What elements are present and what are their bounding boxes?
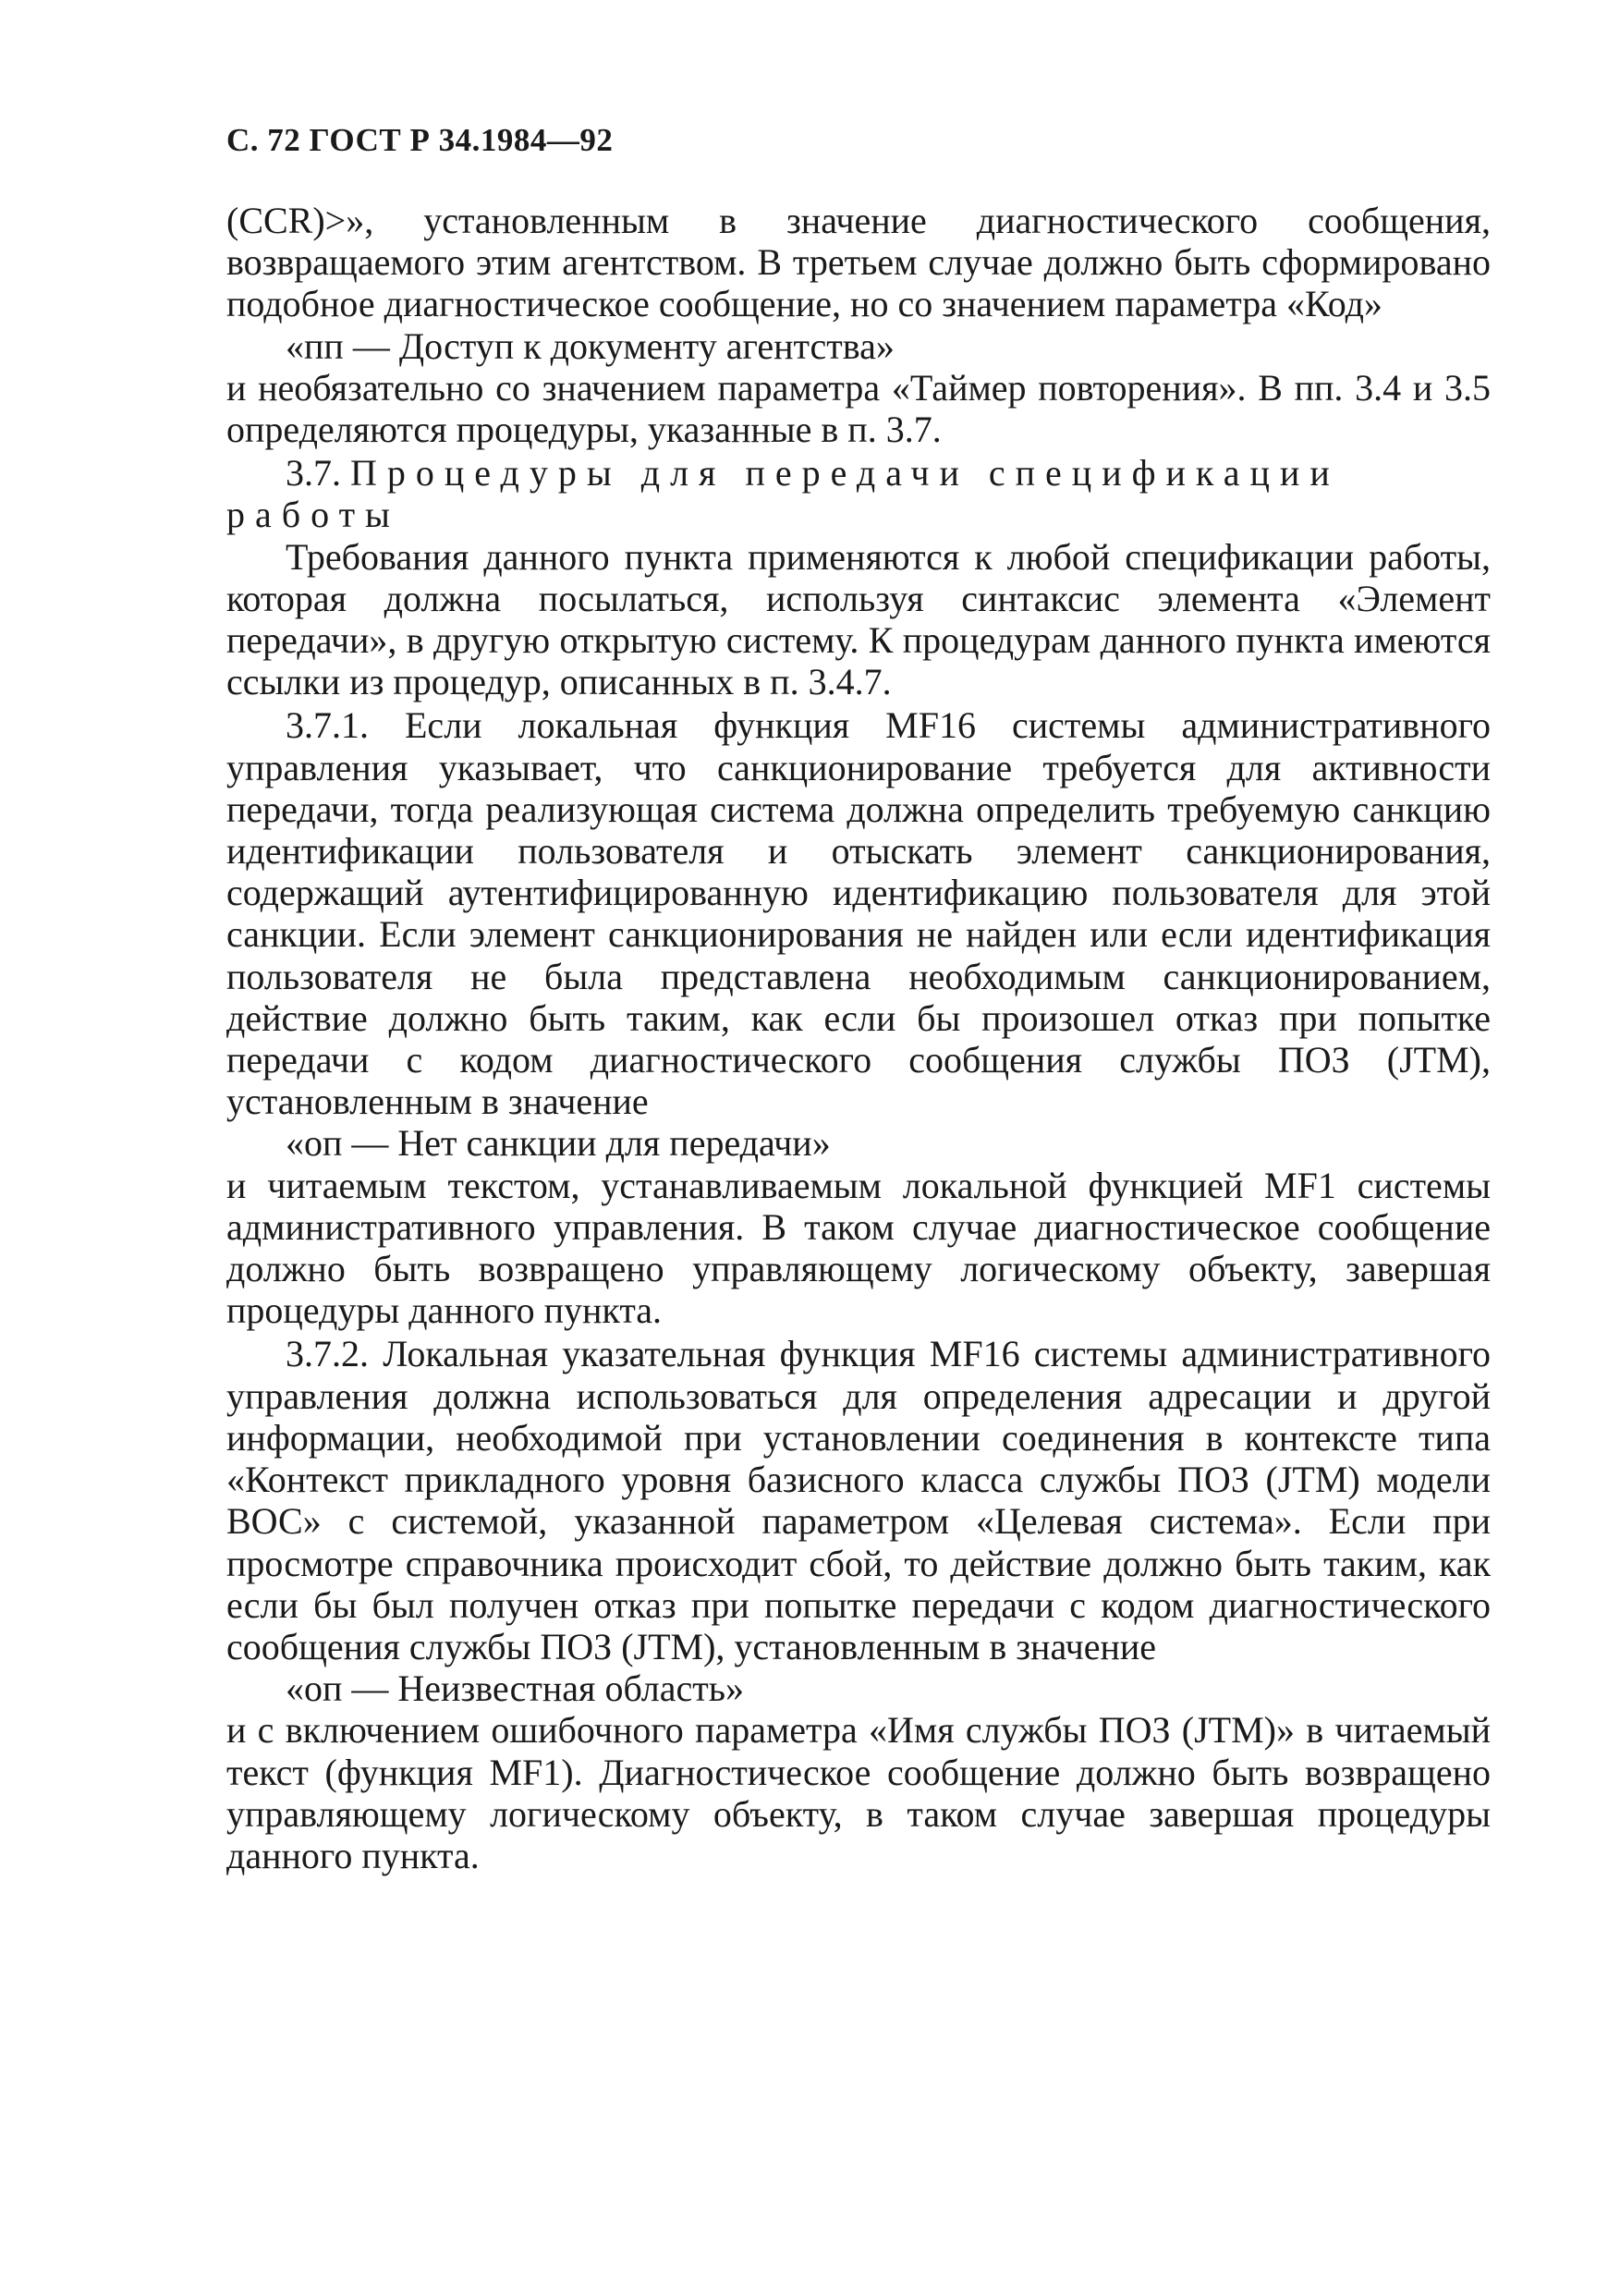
quoted-code-op-unknown-area: «оп — Неизвестная область» [286,1667,744,1710]
quoted-code-op-no-sanction: «оп — Нет санкции для передачи» [286,1122,831,1165]
quoted-code-pp: «пп — Доступ к документу агентства» [286,324,895,367]
section-title: Процедуры для передачи спецификации работы [226,452,1340,536]
paragraph-3-7-2: 3.7.2. Локальная указательная функция MF16 системы административного управления должна использоваться для определения адресации и другой информации, необходимой при установлении соединения в контексте типа «Контекст прикладного уровня базисного класса службы ПОЗ (JTM) модели ВОС» с системой, указанной параметром «Целевая система». Если при просмотре справочника происходит сбой, то действие должно быть таким, как если бы был получен отказ при попытке передачи с кодом диагностического сообщения службы ПОЗ (JTM), установленным в значение [226,1333,1491,1667]
paragraph-requirements: Требования данного пункта применяются к любой спецификации работы, которая должна посылаться, используя синтаксис элемента «Элемент передачи», в другую открытую систему. К процедурам данного пункта имеются ссылки из процедур, описанных в п. 3.4.7. [226,535,1491,703]
paragraph-error-parameter: и с включением ошибочного параметра «Имя службы ПОЗ (JTM)» в читаемый текст (функция MF1). Диагностическое сообщение должно быть возвращено управляющему логическому объекту, в таком случае завершая процедуры данного пункта. [226,1709,1491,1876]
document-page [226,122,1491,1876]
paragraph-retry-timer: и необязательно со значением параметра «Таймер повторения». В пп. 3.4 и 3.5 определяются процедуры, указанные в п. 3.7. [226,366,1491,451]
paragraph-ccr-continuation: (CCR)>», установленным в значение диагностического сообщения, возвращаемого этим агентством. В третьем случае должно быть сформировано подобное диагностическое сообщение, но со значением параметра «Код» [226,200,1491,325]
section-heading-3-7 [226,452,1491,535]
page-header: С. 72 ГОСТ Р 34.1984—92 [226,122,614,158]
section-number: 3.7. [286,452,341,495]
paragraph-3-7-1: 3.7.1. Если локальная функция MF16 системы административного управления указывает, что санкционирование требуется для активности передачи, тогда реализующая система должна определить требуемую санкцию идентификации пользователя и отыскать элемент санкционирования, содержащий аутентифицированную идентификацию пользователя для этой санкции. Если элемент санкционирования не найден или если идентификация пользователя не была представлена необходимым санкционированием, действие должно быть таким, как если бы произошел отказ при попытке передачи с кодом диагностического сообщения службы ПОЗ (JTM), установленным в значение [226,704,1491,1123]
paragraph-readable-text: и читаемым текстом, устанавливаемым локальной функцией MF1 системы административного управления. В таком случае диагностическое сообщение должно быть возвращено управляющему логическому объекту, завершая процедуры данного пункта. [226,1164,1491,1332]
